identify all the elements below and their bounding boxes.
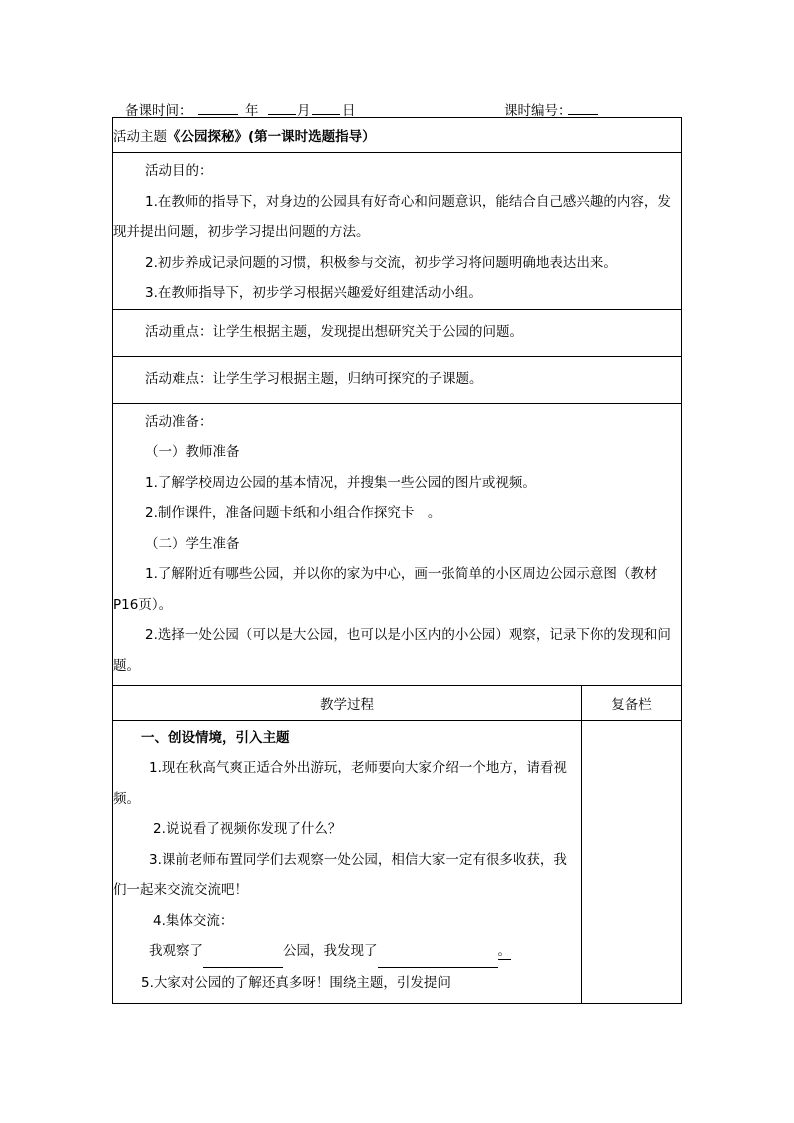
student-prep-item-2: 2.选择一处公园（可以是大公园，也可以是小区内的小公园）观察，记录下你的发现和问题。	[113, 627, 671, 674]
year-label: 年	[245, 103, 259, 119]
date-label: 备课时间：	[125, 103, 193, 119]
topic-title: 《公园探秘》(第一课时选题指导）	[167, 129, 376, 145]
day-label: 日	[342, 103, 356, 119]
revision-cell	[582, 720, 682, 1003]
month-label: 月	[297, 103, 311, 119]
teacher-prep-item-1: 1.了解学校周边公园的基本情况，并搜集一些公园的图片或视频。	[145, 474, 536, 491]
day-blank	[312, 99, 340, 115]
topic-row	[113, 118, 682, 153]
topic-prefix: 活动主题	[113, 129, 167, 145]
goal-item-3: 3.在教师指导下，初步学习根据兴趣爱好组建活动小组。	[145, 285, 482, 301]
process-item-3: 3.课前老师布置同学们去观察一处公园，相信大家一定有很多收获，我们一起来交流交流吧！	[113, 851, 567, 898]
process-item-2: 2.说说看了视频你发现了什么？	[153, 821, 342, 837]
process-item-1: 1.现在秋高气爽正适合外出游玩，老师要向大家介绍一个地方，请看视频。	[113, 760, 567, 807]
student-prep-heading: （二）学生准备	[145, 535, 240, 552]
process-content-row	[113, 720, 682, 1003]
prep-row	[113, 403, 682, 685]
key-point-row	[113, 309, 682, 356]
difficulty-row	[113, 356, 682, 403]
teacher-prep-heading: （一）教师准备	[145, 444, 240, 460]
fill-blank-2	[378, 953, 498, 968]
key-point: 活动重点：让学生根据主题，发现提出想研究关于公园的问题。	[145, 324, 523, 341]
fill-part-a: 我观察了	[149, 943, 203, 959]
student-prep-item-1: 1.了解附近有哪些公园，并以你的家为中心，画一张简单的小区周边公园示意图（教材P16页）。	[113, 566, 658, 613]
lesson-plan-table	[112, 117, 682, 1004]
fill-blank-1	[203, 953, 283, 968]
process-item-5: 5.大家对公园的了解还真多呀！围绕主题，引发提问	[141, 974, 451, 991]
month-blank	[268, 99, 296, 115]
process-col-side: 复备栏	[582, 685, 682, 720]
fill-in-sentence	[113, 936, 581, 968]
section-1-title: 一、创设情境，引入主题	[141, 729, 290, 746]
difficulty: 活动难点：让学生学习根据主题，归纳可探究的子课题。	[145, 371, 483, 388]
goals-row	[113, 153, 682, 310]
header-line	[112, 99, 682, 117]
prep-heading: 活动准备：	[145, 413, 213, 430]
lesson-no-blank	[568, 99, 598, 115]
process-header-row	[113, 685, 682, 720]
goal-item-1: 1.在教师的指导下，对身边的公园具有好奇心和问题意识，能结合自己感兴趣的内容，发现并提出问题，初步学习提出问题的方法。	[113, 193, 671, 240]
process-col-main: 教学过程	[113, 685, 582, 720]
process-item-4: 4.集体交流：	[153, 912, 234, 929]
fill-part-b: 公园，我发现了	[283, 943, 378, 959]
year-blank	[198, 99, 238, 115]
fill-end: 。	[497, 943, 511, 959]
goal-item-2: 2.初步养成记录问题的习惯，积极参与交流，初步学习将问题明确地表达出来。	[145, 254, 617, 271]
lesson-no-label: 课时编号：	[504, 103, 572, 119]
goals-heading: 活动目的：	[145, 163, 213, 179]
teacher-prep-item-2: 2.制作课件，准备问题卡纸和小组合作探究卡 。	[145, 505, 442, 521]
